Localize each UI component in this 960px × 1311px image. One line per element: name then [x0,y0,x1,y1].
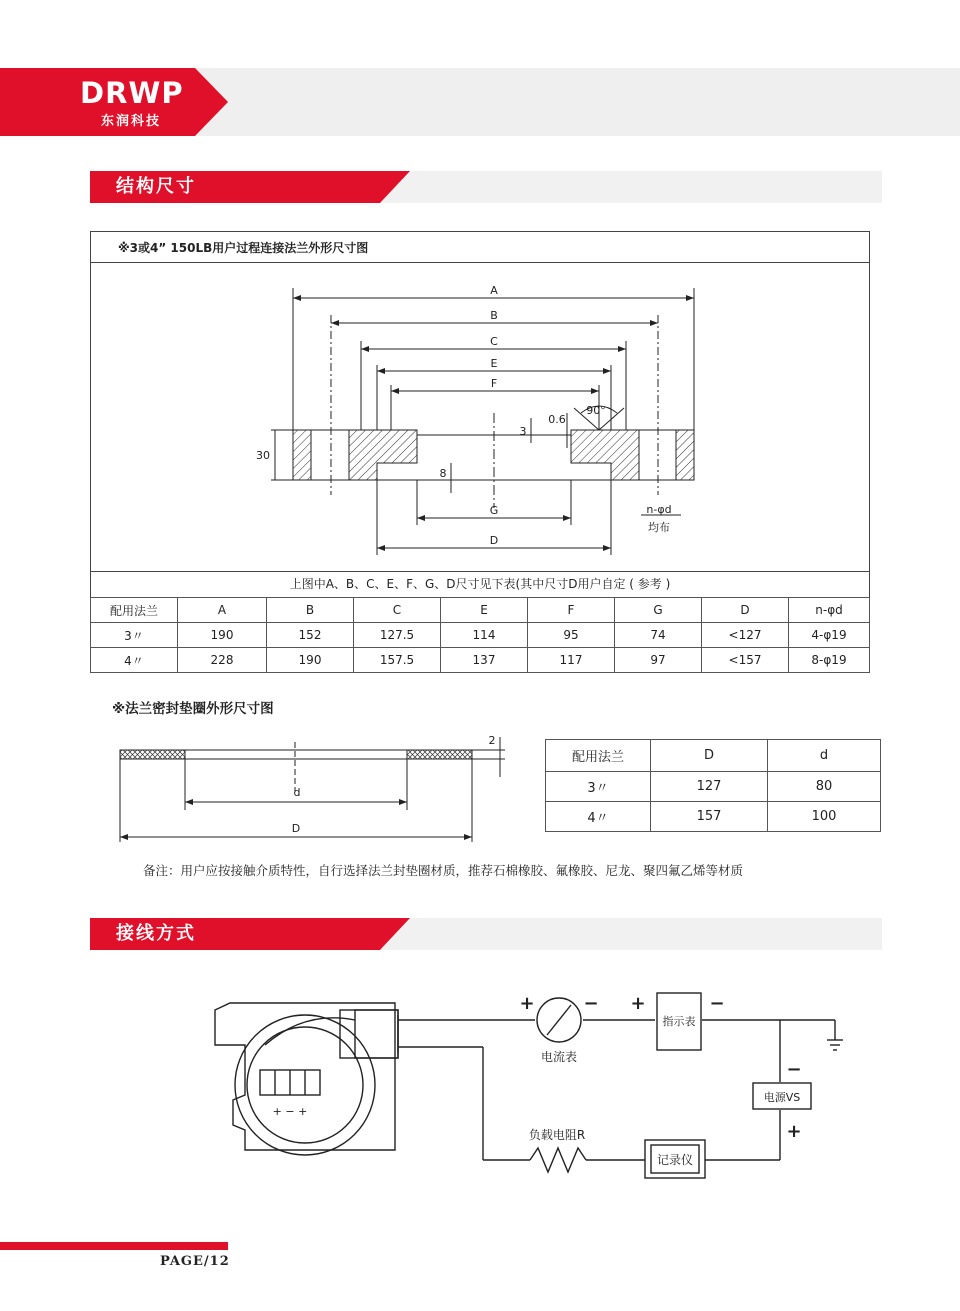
power-label: 电源VS [763,1091,801,1104]
table-cell: 3〃 [546,772,651,802]
table-cell: <127 [702,623,789,648]
table-header-row [546,740,881,772]
gasket-dim-D: D [291,822,301,835]
indicator-plus: + [630,993,646,1014]
ammeter-minus: − [583,993,599,1014]
dim-F: F [490,377,498,390]
table-header: n-φd [789,598,870,623]
flange-caption: ※3或4” 150LB用户过程连接法兰外形尺寸图 [118,241,369,255]
table-header: 配用法兰 [91,598,178,623]
section-title-structure: 结构尺寸 [116,176,196,197]
dim-C: C [490,335,498,348]
table-header: 配用法兰 [546,740,651,772]
table-header: B [267,598,354,623]
table-cell: 114 [441,623,528,648]
table-cell: 190 [178,623,267,648]
table-cell: 127.5 [354,623,441,648]
dim-0-6: 0.6 [548,413,566,426]
gasket-dim-d: d [293,786,301,799]
table-cell: 4〃 [91,648,178,673]
indicator-label: 指示表 [662,1015,696,1028]
logo-subtitle: 东润科技 [100,114,161,129]
terminal-signs: + − + [272,1105,308,1118]
gasket-dim-t: 2 [488,734,496,747]
table-cell: 228 [178,648,267,673]
table-cell: 117 [528,648,615,673]
dim-E: E [490,357,498,370]
table-cell: 74 [615,623,702,648]
table-cell: 190 [267,648,354,673]
table-header: F [528,598,615,623]
recorder-label: 记录仪 [656,1153,694,1167]
power-minus: − [786,1059,802,1080]
dim-G: G [489,504,499,517]
dim-holes: n-φd [646,503,672,516]
table-header: A [178,598,267,623]
table-row [546,772,881,802]
table-cell: 4〃 [546,802,651,832]
gasket-note: 备注：用户应按接触介质特性，自行选择法兰封垫圈材质，推荐石棉橡胶、氟橡胶、尼龙、聚四氟乙烯等材质 [143,863,744,878]
dim-B: B [490,309,498,322]
flange-table [90,597,870,673]
table-cell: 152 [267,623,354,648]
gasket-table [545,739,881,832]
table-cell: 4-φ19 [789,623,870,648]
gasket-caption: ※法兰密封垫圈外形尺寸图 [112,701,274,717]
table-cell: 97 [615,648,702,673]
footer-bar [0,1242,228,1250]
table-header: d [768,740,881,772]
resistor-label: 负载电阻R [528,1128,586,1142]
table-cell: 137 [441,648,528,673]
table-cell: <157 [702,648,789,673]
divider [91,571,869,572]
table-header: C [354,598,441,623]
table-row [91,623,870,648]
dim-D: D [489,534,499,547]
table-cell: 8-φ19 [789,648,870,673]
table-cell: 80 [768,772,881,802]
table-header-row [91,598,870,623]
table-header: E [441,598,528,623]
table-cell: 100 [768,802,881,832]
table-header: D [702,598,789,623]
dim-30: 30 [256,449,270,462]
dim-A: A [490,284,498,297]
dim-holes-note: 均布 [648,521,670,534]
section-title-wiring: 接线方式 [116,923,196,944]
table-cell: 95 [528,623,615,648]
table-row [546,802,881,832]
wiring-diagram [205,985,865,1190]
flange-table-note: 上图中A、B、C、E、F、G、D尺寸见下表(其中尺寸D用户自定 ( 参考 ) [289,577,671,591]
table-cell: 127 [651,772,768,802]
table-cell: 3〃 [91,623,178,648]
table-header: G [615,598,702,623]
table-cell: 157 [651,802,768,832]
table-cell: 157.5 [354,648,441,673]
table-header: D [651,740,768,772]
dim-3: 3 [519,425,527,438]
dim-8: 8 [439,467,447,480]
page-number: PAGE/12 [160,1254,230,1269]
flange-drawing [91,263,869,571]
table-row [91,648,870,673]
dim-angle: 90° [586,404,606,417]
power-plus: + [786,1121,802,1142]
logo-mark: DRWP [80,76,184,110]
ammeter-plus: + [519,993,535,1014]
indicator-minus: − [709,993,725,1014]
gasket-drawing [110,732,520,847]
ammeter-label: 电流表 [540,1050,578,1064]
